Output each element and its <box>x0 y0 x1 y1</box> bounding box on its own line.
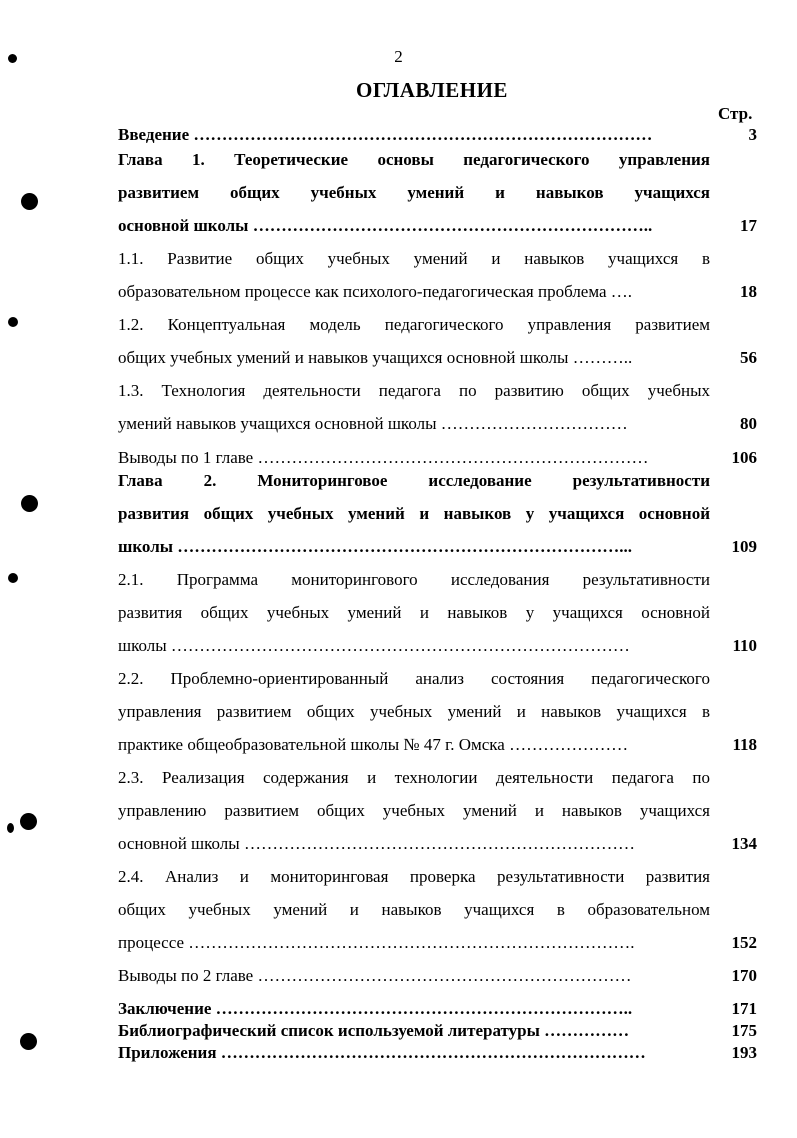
toc-entry-line: общих учебных умений и навыков учащихся основной школы ……….. <box>118 348 633 367</box>
toc-entry-line: Глава 1. Теоретические основы педагогического управления <box>118 150 710 169</box>
toc-entry-line: Глава 2. Мониторинговое исследование результативности <box>118 471 710 490</box>
toc-page-number: 175 <box>731 1021 757 1040</box>
toc-entry-line: процессе ……………………………………………………………………. <box>118 933 635 952</box>
toc-page-number: 170 <box>731 966 757 985</box>
toc-page-number: 80 <box>740 414 757 433</box>
toc-page-number: 152 <box>731 933 757 952</box>
punch-hole-mark <box>8 317 18 327</box>
toc-entry-line: развития общих учебных умений и навыков у учащихся основной <box>118 603 710 622</box>
toc-entry-line: Выводы по 2 главе ………………………………………………………… <box>118 966 632 985</box>
toc-page-number: 109 <box>731 537 757 556</box>
toc-entry-line: управлению развитием общих учебных умений и навыков учащихся <box>118 801 710 820</box>
page-title: ОГЛАВЛЕНИЕ <box>356 78 508 102</box>
toc-entry-line: основной школы …………………………………………………………… <box>118 834 635 853</box>
toc-entry-line: школы ……………………………………………………………………... <box>118 537 633 556</box>
toc-page-number: 17 <box>740 216 757 235</box>
toc-page-number: 171 <box>731 999 757 1018</box>
toc-entry-line: Приложения ………………………………………………………………… <box>118 1043 646 1062</box>
toc-page-number: 118 <box>732 735 757 754</box>
punch-hole-mark <box>20 813 37 830</box>
punch-hole-mark <box>8 573 18 583</box>
toc-entry-line: Выводы по 1 главе …………………………………………………………… <box>118 448 649 467</box>
toc-entry-line: 2.2. Проблемно-ориентированный анализ состояния педагогического <box>118 669 710 688</box>
toc-entry-line: практике общеобразовательной школы № 47 г. Омска ………………… <box>118 735 629 754</box>
toc-entry-line: 1.2. Концептуальная модель педагогического управления развитием <box>118 315 710 334</box>
toc-entry-line: управления развитием общих учебных умений и навыков учащихся в <box>118 702 710 721</box>
page-column-label: Стр. <box>718 104 753 123</box>
toc-entry-line: Введение ……………………………………………………………………… <box>118 125 653 144</box>
toc-entry-line: общих учебных умений и навыков учащихся в образовательном <box>118 900 710 919</box>
toc-entry-line: 2.1. Программа мониторингового исследования результативности <box>118 570 710 589</box>
page-number: 2 <box>394 47 403 66</box>
punch-hole-mark <box>21 193 38 210</box>
toc-entry-line: 1.3. Технология деятельности педагога по развитию общих учебных <box>118 381 710 400</box>
toc-entry-line: развитием общих учебных умений и навыков учащихся <box>118 183 710 202</box>
toc-page-number: 110 <box>732 636 757 655</box>
toc-page-number: 18 <box>740 282 757 301</box>
toc-entry-line: школы ……………………………………………………………………… <box>118 636 630 655</box>
toc-entry-line: Библиографический список используемой литературы …………… <box>118 1021 630 1040</box>
toc-entry-line: 2.3. Реализация содержания и технологии деятельности педагога по <box>118 768 710 787</box>
toc-entry-line: основной школы …………………………………………………………….. <box>118 216 653 235</box>
toc-entry-line: образовательном процессе как психолого-педагогическая проблема …. <box>118 282 633 301</box>
toc-page-number: 56 <box>740 348 757 367</box>
punch-hole-mark <box>8 54 17 63</box>
toc-entry-line: Заключение ……………………………………………………………….. <box>118 999 633 1018</box>
toc-entry-line: развития общих учебных умений и навыков у учащихся основной <box>118 504 710 523</box>
punch-hole-mark <box>21 495 38 512</box>
toc-entry-line: 1.1. Развитие общих учебных умений и навыков учащихся в <box>118 249 710 268</box>
punch-hole-mark <box>20 1033 37 1050</box>
punch-hole-mark <box>7 823 14 833</box>
toc-page-number: 3 <box>748 125 757 144</box>
toc-page-number: 134 <box>731 834 757 853</box>
toc-page-number: 106 <box>731 448 757 467</box>
toc-page-number: 193 <box>731 1043 757 1062</box>
toc-entry-line: умений навыков учащихся основной школы …………………………… <box>118 414 628 433</box>
toc-entry-line: 2.4. Анализ и мониторинговая проверка результативности развития <box>118 867 710 886</box>
